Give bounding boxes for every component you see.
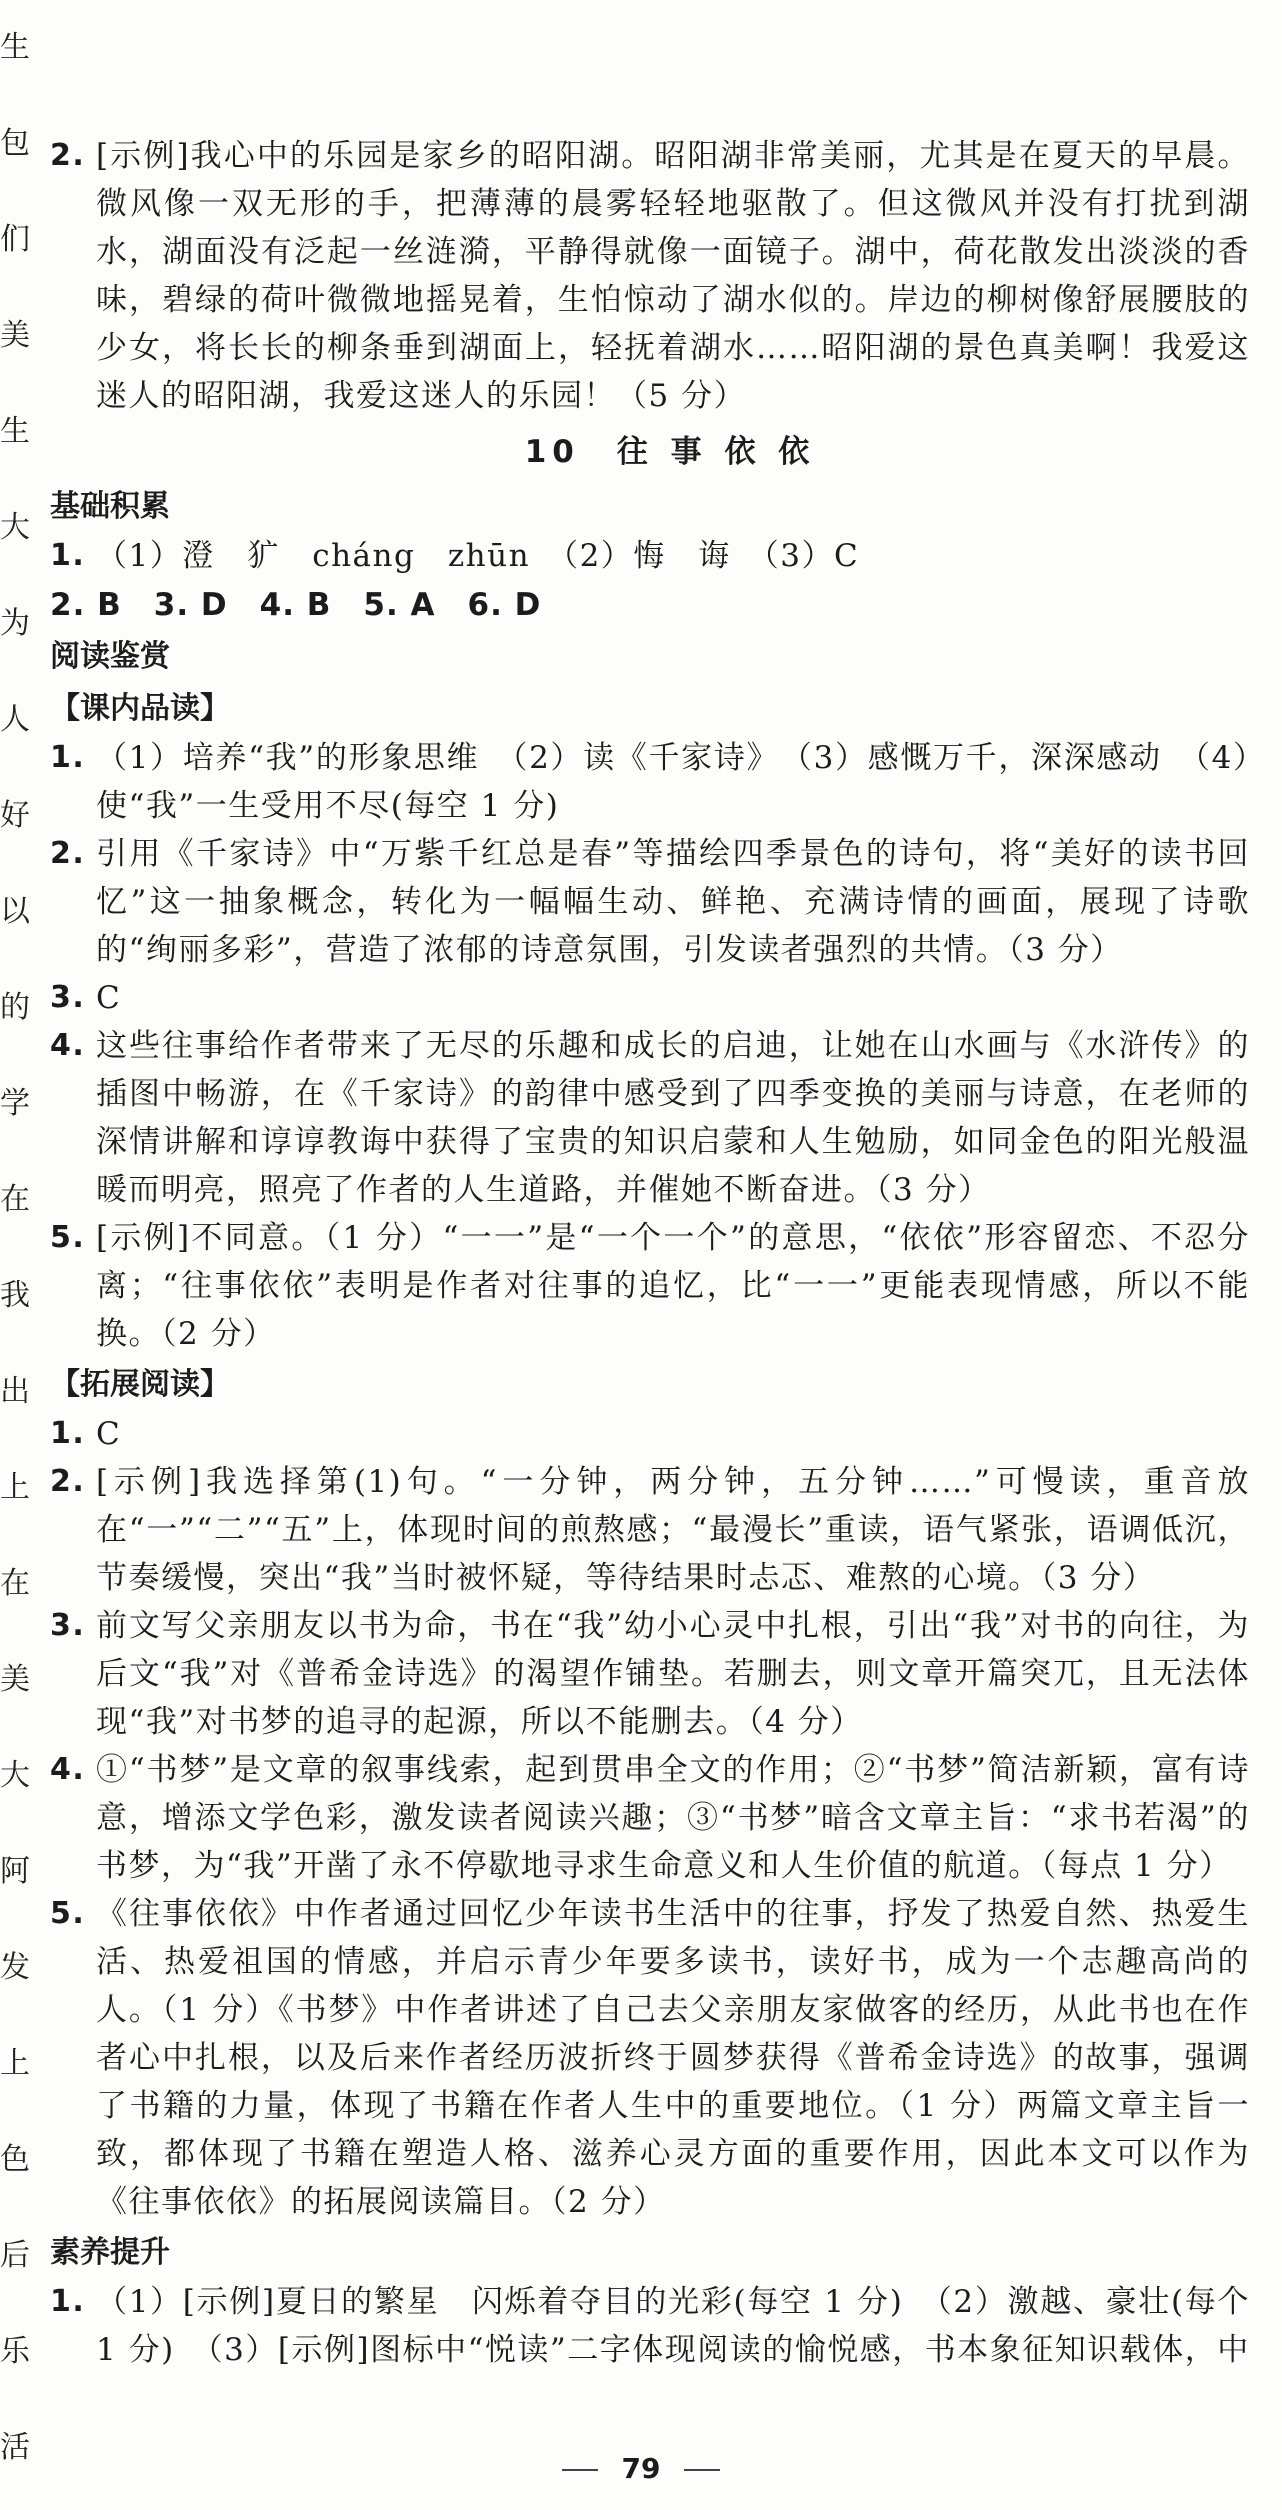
- item-number: 1.: [50, 740, 86, 775]
- margin-glyph: 好: [0, 798, 30, 833]
- page-number: 79: [621, 2452, 661, 2485]
- item-text: 这些往事给作者带来了无尽的乐趣和成长的启迪，让她在山水画与《水浒传》的插图中畅游，在《千家诗》的韵律中感受到了四季变换的美丽与诗意，在老师的深情讲解和谆谆教诲中获得了宝贵的知识启蒙和人生勉励，如同金色的阳光般温暖而明亮，照亮了作者的人生道路，并催她不断奋进。（3 分）: [96, 1028, 1250, 1208]
- answer-page: [50, 0, 1250, 2374]
- answer-item: [50, 2278, 1250, 2374]
- margin-glyph: 后: [0, 2238, 30, 2273]
- basic-q1: [50, 532, 1250, 580]
- top-answer-item: [50, 132, 1250, 420]
- item-number: 3.: [50, 980, 86, 1015]
- margin-glyph: 人: [0, 702, 30, 737]
- item-number: 5.: [50, 1896, 86, 1931]
- subsection-heading-inclass: 【课内品读】: [50, 691, 230, 726]
- lesson-title: 10 往 事 依 依: [524, 434, 816, 470]
- margin-glyph: 大: [0, 510, 30, 545]
- item-number: 4.: [50, 1752, 86, 1787]
- footer-rule-left: [562, 2469, 598, 2471]
- answer-item: [50, 1602, 1250, 1746]
- margin-glyph: 美: [0, 318, 30, 353]
- literacy-answer-list: [50, 2278, 1250, 2374]
- answer-item: [50, 830, 1250, 974]
- footer-rule-right: [684, 2469, 720, 2471]
- item-text: 引用《千家诗》中“万紫千红总是春”等描绘四季景色的诗句，将“美好的读书回忆”这一抽象概念，转化为一幅幅生动、鲜艳、充满诗情的画面，展现了诗歌的“绚丽多彩”，营造了浓郁的诗意氛围，引发读者强烈的共情。（3 分）: [96, 836, 1250, 968]
- item-text: 前文写父亲朋友以书为命，书在“我”幼小心灵中扎根，引出“我”对书的向往，为后文“我”对《普希金诗选》的渴望作铺垫。若删去，则文章开篇突兀，且无法体现“我”对书梦的追寻的起源，所以不能删去。（4 分）: [96, 1608, 1250, 1740]
- item-number: 4.: [50, 1028, 86, 1063]
- choice-answers-text: 2. B 3. D 4. B 5. A 6. D: [50, 587, 542, 623]
- extended-answer-list: [50, 1410, 1250, 2226]
- margin-glyph: 的: [0, 990, 30, 1025]
- item-text: [示例]我选择第(1)句。“一分钟，两分钟，五分钟……”可慢读，重音放在“一”“二”“五”上，体现时间的煎熬感；“最漫长”重读，语气紧张，语调低沉，节奏缓慢，突出“我”当时被怀疑，等待结果时忐忑、难熬的心境。（3 分）: [96, 1464, 1250, 1596]
- margin-glyph: 阿: [0, 1854, 30, 1889]
- item-text: [示例]我心中的乐园是家乡的昭阳湖。昭阳湖非常美丽，尤其是在夏天的早晨。微风像一双无形的手，把薄薄的晨雾轻轻地驱散了。但这微风并没有打扰到湖水，湖面没有泛起一丝涟漪，平静得就像一面镜子。湖中，荷花散发出淡淡的香味，碧绿的荷叶微微地摇晃着，生怕惊动了湖水似的。岸边的柳树像舒展腰肢的少女，将长长的柳条垂到湖面上，轻抚着湖水……昭阳湖的景色真美啊！我爱这迷人的昭阳湖，我爱这迷人的乐园！（5 分）: [96, 138, 1250, 414]
- item-number: 2.: [50, 138, 86, 173]
- item-number: 1.: [50, 2284, 86, 2319]
- subsection-heading-extended: 【拓展阅读】: [50, 1367, 230, 1402]
- answer-item: [50, 1890, 1250, 2226]
- margin-glyph: 们: [0, 222, 30, 257]
- answer-item: [50, 1214, 1250, 1358]
- item-text: ①“书梦”是文章的叙事线索，起到贯串全文的作用；②“书梦”简洁新颖，富有诗意，增添文学色彩，激发读者阅读兴趣；③“书梦”暗含文章主旨：“求书若渴”的书梦，为“我”开凿了永不停歇地寻求生命意义和人生价值的航道。（每点 1 分）: [96, 1752, 1250, 1884]
- answer-item: [50, 1746, 1250, 1890]
- margin-glyph: 发: [0, 1950, 30, 1985]
- margin-glyph: 在: [0, 1182, 30, 1217]
- page-footer: [0, 2452, 1282, 2485]
- answer-item: [50, 974, 1250, 1022]
- margin-glyph: 色: [0, 2142, 30, 2177]
- item-number: 1.: [50, 538, 86, 573]
- margin-glyph: 上: [0, 2046, 30, 2081]
- margin-glyph: 以: [0, 894, 30, 929]
- item-number: 5.: [50, 1220, 86, 1255]
- margin-glyph: 在: [0, 1566, 30, 1601]
- answer-item: [50, 1410, 1250, 1458]
- section-heading-reading: 阅读鉴赏: [50, 639, 170, 674]
- margin-glyph: 生: [0, 414, 30, 449]
- margin-glyph: 大: [0, 1758, 30, 1793]
- section-heading-literacy: 素养提升: [50, 2235, 170, 2270]
- item-number: 2.: [50, 836, 86, 871]
- margin-glyph: 为: [0, 606, 30, 641]
- margin-glyph: 学: [0, 1086, 30, 1121]
- item-text: C: [96, 1416, 122, 1452]
- inclass-answer-list: [50, 734, 1250, 1358]
- item-text: （1）培养“我”的形象思维 （2）读《千家诗》 （3）感慨万千，深深感动 （4）使“我”一生受用不尽(每空 1 分): [96, 740, 1250, 824]
- item-text: （1）[示例]夏日的繁星 闪烁着夺目的光彩(每空 1 分) （2）激越、豪壮(每个 1 分) （3）[示例]图标中“悦读”二字体现阅读的愉悦感，书本象征知识载体，中: [96, 2284, 1250, 2368]
- margin-glyph: 活: [0, 2430, 30, 2465]
- section-heading-basic: 基础积累: [50, 489, 170, 524]
- item-number: 3.: [50, 1608, 86, 1643]
- item-text: [示例]不同意。（1 分）“一一”是“一个一个”的意思，“依依”形容留恋、不忍分离；“往事依依”表明是作者对往事的追忆，比“一一”更能表现情感，所以不能换。（2 分）: [96, 1220, 1250, 1352]
- margin-glyph: 包: [0, 126, 30, 161]
- item-text: 《往事依依》中作者通过回忆少年读书生活中的往事，抒发了热爱自然、热爱生活、热爱祖国的情感，并启示青少年要多读书，读好书，成为一个志趣高尚的人。（1 分）《书梦》中作者讲述了自己去父亲朋友家做客的经历，从此书也在作者心中扎根，以及后来作者经历波折终于圆梦获得《普希金诗选》的故事，强调了书籍的力量，体现了书籍在作者人生中的重要地位。（1 分）两篇文章主旨一致，都体现了书籍在塑造人格、滋养心灵方面的重要作用，因此本文可以作为《往事依依》的拓展阅读篇目。（2 分）: [96, 1896, 1250, 2220]
- basic-choice-answers: [50, 580, 1250, 630]
- margin-glyph: 上: [0, 1470, 30, 1505]
- item-number: 1.: [50, 1416, 86, 1451]
- answer-item: [50, 1458, 1250, 1602]
- margin-glyph: 美: [0, 1662, 30, 1697]
- margin-glyph: 我: [0, 1278, 30, 1313]
- item-text: C: [96, 980, 122, 1016]
- answer-item: [50, 1022, 1250, 1214]
- margin-glyph: 乐: [0, 2334, 30, 2369]
- margin-glyph: 生: [0, 30, 30, 65]
- item-number: 2.: [50, 1464, 86, 1499]
- margin-glyph: 出: [0, 1374, 30, 1409]
- answer-item: [50, 734, 1250, 830]
- left-margin-fragments: [0, 0, 30, 2510]
- item-text: （1）澄 犷 cháng zhūn （2）悔 诲 （3）C: [96, 538, 860, 574]
